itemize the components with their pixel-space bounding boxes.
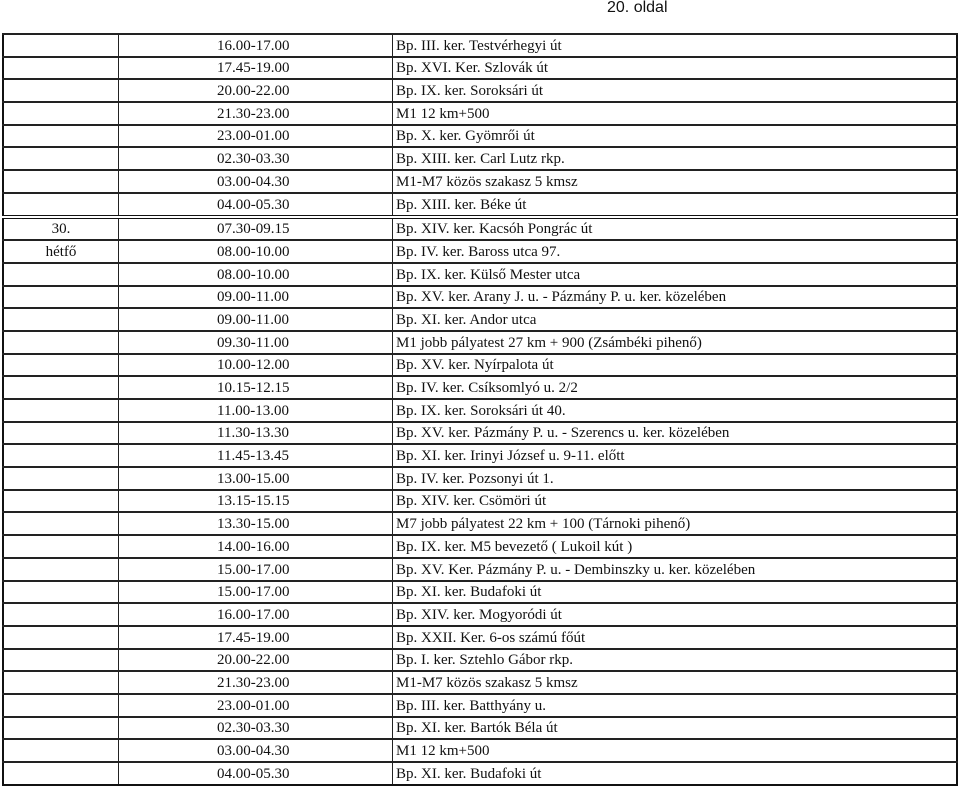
location-cell: Bp. XV. ker. Pázmány P. u. - Szerencs u. ker. közelében [393,422,958,445]
day-cell [3,717,119,740]
location-cell: Bp. XV. ker. Nyírpalota út [393,354,958,377]
location-cell: Bp. XIV. ker. Csömöri út [393,490,958,513]
table-row [3,125,957,148]
day-cell [3,170,119,193]
day-cell [3,649,119,672]
table-row [3,263,957,286]
time-cell: 08.00-10.00 [119,263,393,286]
day-cell [3,34,119,57]
location-cell: Bp. IX. ker. Külső Mester utca [393,263,958,286]
time-cell: 21.30-23.00 [119,671,393,694]
time-cell: 03.00-04.30 [119,739,393,762]
time-cell: 15.00-17.00 [119,581,393,604]
day-cell [3,193,119,217]
location-cell: Bp. IX. ker. Soroksári út [393,79,958,102]
day-cell [3,263,119,286]
location-cell: Bp. XIII. ker. Carl Lutz rkp. [393,147,958,170]
time-cell: 21.30-23.00 [119,102,393,125]
time-cell: 09.00-11.00 [119,308,393,331]
time-cell: 07.30-09.15 [119,217,393,241]
table-row [3,331,957,354]
table-row [3,308,957,331]
time-cell: 09.30-11.00 [119,331,393,354]
time-cell: 09.00-11.00 [119,286,393,309]
time-cell: 11.00-13.00 [119,399,393,422]
location-cell: Bp. IV. ker. Baross utca 97. [393,240,958,263]
table-row [3,399,957,422]
time-cell: 10.15-12.15 [119,376,393,399]
day-cell [3,490,119,513]
day-cell [3,308,119,331]
time-cell: 04.00-05.30 [119,762,393,785]
table-row [3,240,957,263]
location-cell: Bp. I. ker. Sztehlo Gábor rkp. [393,649,958,672]
table-row [3,376,957,399]
time-cell: 17.45-19.00 [119,626,393,649]
table-row [3,170,957,193]
day-cell [3,147,119,170]
location-cell: Bp. XI. ker. Budafoki út [393,762,958,785]
location-cell: Bp. XV. Ker. Pázmány P. u. - Dembinszky u. ker. közelében [393,558,958,581]
table-row [3,422,957,445]
day-cell [3,422,119,445]
location-cell: M1 12 km+500 [393,102,958,125]
table-row [3,581,957,604]
location-cell: Bp. III. ker. Testvérhegyi út [393,34,958,57]
time-cell: 16.00-17.00 [119,603,393,626]
table-row [3,217,957,241]
location-cell: M1 12 km+500 [393,739,958,762]
table-row [3,762,957,785]
day-cell [3,694,119,717]
location-cell: M1 jobb pályatest 27 km + 900 (Zsámbéki pihenő) [393,331,958,354]
day-cell [3,102,119,125]
table-row [3,603,957,626]
location-cell: Bp. IX. ker. Soroksári út 40. [393,399,958,422]
table-row [3,626,957,649]
table-row [3,649,957,672]
location-cell: Bp. XV. ker. Arany J. u. - Pázmány P. u. ker. közelében [393,286,958,309]
location-cell: M1-M7 közös szakasz 5 kmsz [393,170,958,193]
table-row [3,717,957,740]
table-row [3,467,957,490]
time-cell: 11.45-13.45 [119,444,393,467]
day-cell [3,626,119,649]
table-row [3,57,957,80]
location-cell: Bp. IV. ker. Csíksomlyó u. 2/2 [393,376,958,399]
time-cell: 14.00-16.00 [119,535,393,558]
time-cell: 03.00-04.30 [119,170,393,193]
location-cell: Bp. XXII. Ker. 6-os számú főút [393,626,958,649]
table-row [3,535,957,558]
table-row [3,671,957,694]
location-cell: Bp. XVI. Ker. Szlovák út [393,57,958,80]
table-row [3,512,957,535]
table-row [3,147,957,170]
time-cell: 13.15-15.15 [119,490,393,513]
time-cell: 23.00-01.00 [119,694,393,717]
day-cell [3,581,119,604]
day-cell [3,762,119,785]
table-row [3,694,957,717]
time-cell: 15.00-17.00 [119,558,393,581]
time-cell: 20.00-22.00 [119,79,393,102]
page-number: 20. oldal [607,0,668,16]
time-cell: 20.00-22.00 [119,649,393,672]
table-row [3,79,957,102]
time-cell: 16.00-17.00 [119,34,393,57]
table-row [3,193,957,217]
location-cell: Bp. III. ker. Batthyány u. [393,694,958,717]
location-cell: Bp. IX. ker. M5 bevezető ( Lukoil kút ) [393,535,958,558]
table-row [3,34,957,57]
time-cell: 11.30-13.30 [119,422,393,445]
day-cell [3,603,119,626]
table-row [3,739,957,762]
day-cell [3,671,119,694]
time-cell: 13.00-15.00 [119,467,393,490]
time-cell: 02.30-03.30 [119,717,393,740]
time-cell: 02.30-03.30 [119,147,393,170]
day-cell [3,125,119,148]
location-cell: Bp. XI. ker. Bartók Béla út [393,717,958,740]
day-cell: 30. [3,217,119,241]
time-cell: 17.45-19.00 [119,57,393,80]
day-cell [3,286,119,309]
location-cell: M7 jobb pályatest 22 km + 100 (Tárnoki pihenő) [393,512,958,535]
day-cell [3,79,119,102]
day-cell [3,558,119,581]
day-cell [3,376,119,399]
time-cell: 23.00-01.00 [119,125,393,148]
schedule-table [2,33,958,786]
day-cell [3,331,119,354]
day-cell [3,354,119,377]
table-row [3,354,957,377]
table-row [3,558,957,581]
table-row [3,444,957,467]
table-row [3,490,957,513]
day-cell [3,512,119,535]
time-cell: 10.00-12.00 [119,354,393,377]
location-cell: Bp. XIV. ker. Kacsóh Pongrác út [393,217,958,241]
location-cell: Bp. IV. ker. Pozsonyi út 1. [393,467,958,490]
day-cell [3,535,119,558]
table-row [3,102,957,125]
location-cell: Bp. XIII. ker. Béke út [393,193,958,217]
day-cell [3,444,119,467]
time-cell: 13.30-15.00 [119,512,393,535]
table-row [3,286,957,309]
time-cell: 08.00-10.00 [119,240,393,263]
location-cell: Bp. X. ker. Gyömrői út [393,125,958,148]
day-cell [3,399,119,422]
day-cell [3,739,119,762]
day-cell: hétfő [3,240,119,263]
location-cell: Bp. XI. ker. Budafoki út [393,581,958,604]
day-cell [3,57,119,80]
location-cell: Bp. XI. ker. Irinyi József u. 9-11. előtt [393,444,958,467]
time-cell: 04.00-05.30 [119,193,393,217]
location-cell: Bp. XI. ker. Andor utca [393,308,958,331]
day-cell [3,467,119,490]
location-cell: Bp. XIV. ker. Mogyoródi út [393,603,958,626]
location-cell: M1-M7 közös szakasz 5 kmsz [393,671,958,694]
